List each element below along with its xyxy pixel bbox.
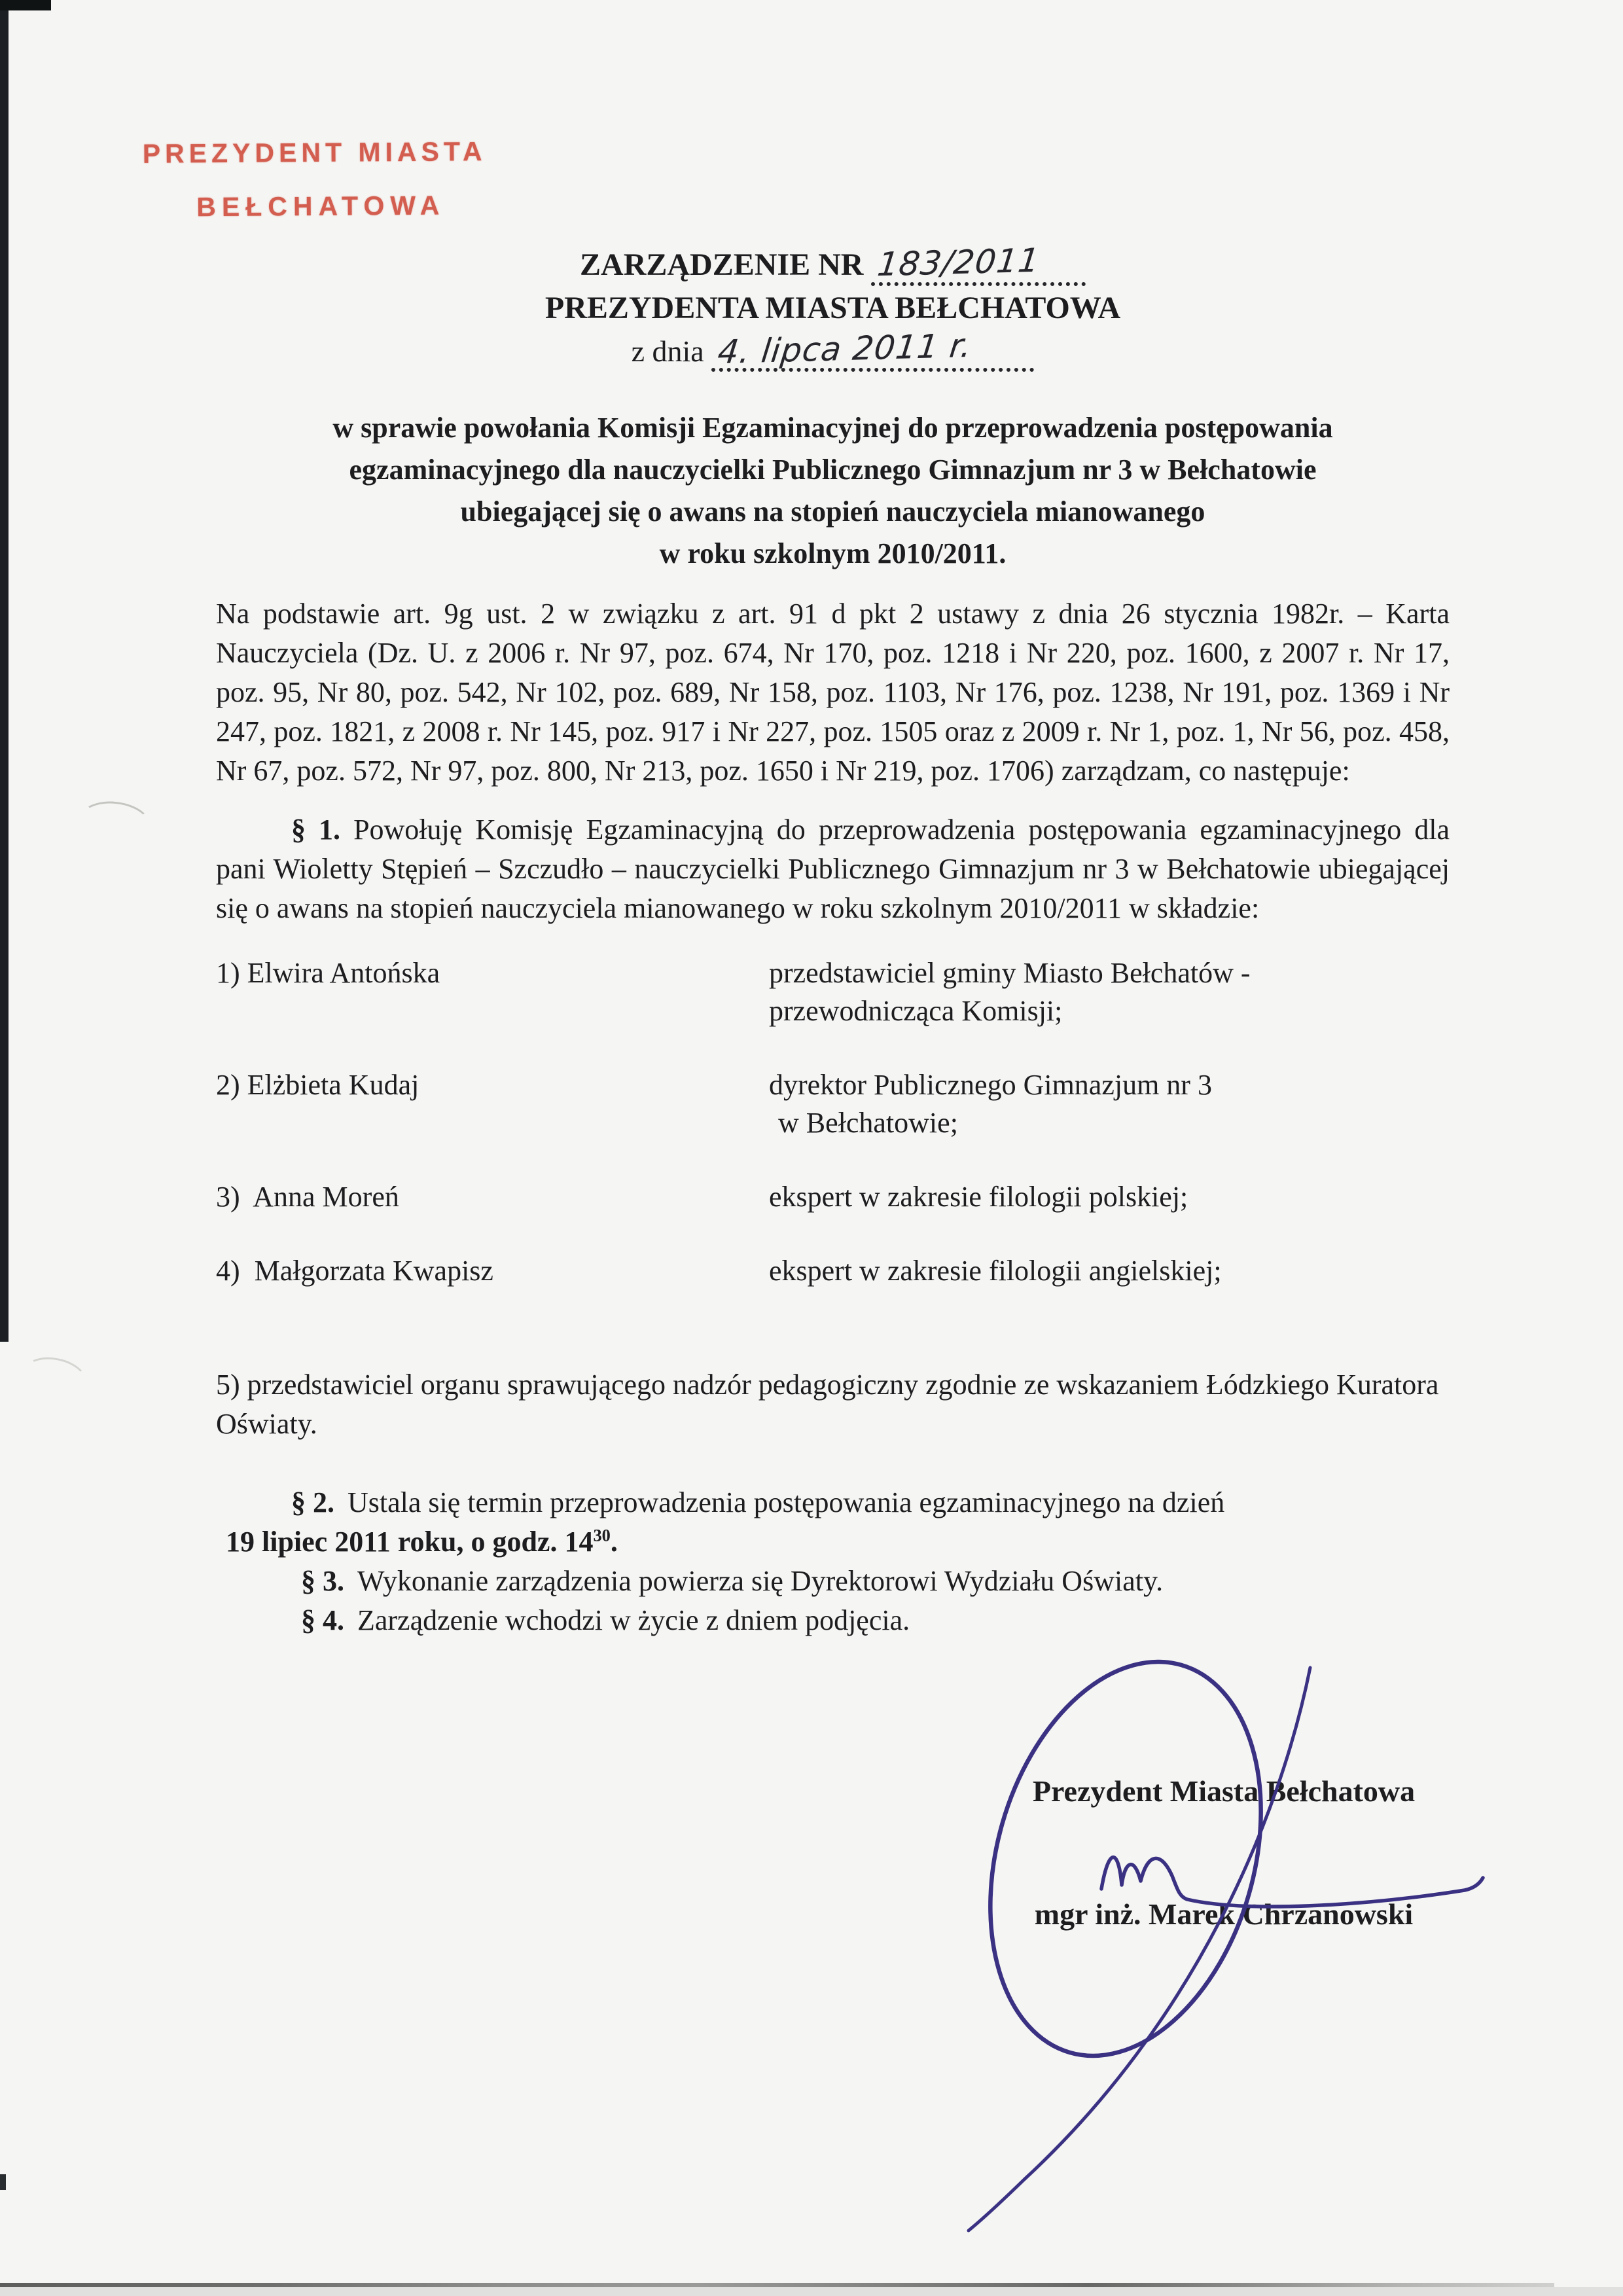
paragraph-2-text: § 2. Ustala się termin przeprowadzenia postępowania egzaminacyjnego na dzień: [291, 1486, 1225, 1518]
paragraph-1-symbol: § 1.: [291, 814, 341, 846]
member-name: 3) Anna Moreń: [216, 1181, 399, 1213]
member-name: 4) Małgorzata Kwapisz: [216, 1255, 493, 1287]
paper-curl-mark: [20, 1352, 90, 1402]
superscript-30: 30: [593, 1525, 611, 1545]
date-dotted-line: [711, 326, 1034, 372]
commission-member-row-3: [216, 1178, 1450, 1216]
subject-line: egzaminacyjnego dla nauczycielki Publicznego Gimnazjum nr 3 w Bełchatowie: [349, 454, 1317, 486]
member-role: przedstawiciel gminy Miasto Bełchatów - przewodnicząca Komisji;: [769, 957, 1251, 1027]
ordinance-date-line: [216, 326, 1450, 373]
paragraph-3-text: Wykonanie zarządzenia powierza się Dyrektorowi Wydziału Oświaty.: [357, 1565, 1164, 1597]
paragraph-1-text: Powołuję Komisję Egzaminacyjną do przeprowadzenia postępowania egzaminacyjnego dla pani Wioletty Stępień – Szczudło – nauczycielki Publicznego Gimnazjum nr 3 w Bełchatowie ubiegającej się o awans na stopień nauczyciela mianowanego w roku szkolnym 2010/2011 w składzie:: [216, 814, 1450, 924]
date-label: z dnia: [631, 334, 704, 368]
member-role: dyrektor Publicznego Gimnazjum nr 3 w Bełchatowie;: [769, 1069, 1212, 1139]
ordinance-title-line-2: PREZYDENTA MIASTA BEŁCHATOWA: [544, 291, 1121, 325]
document-body: [216, 243, 1450, 1640]
scan-edge-strip-foot: [0, 2174, 6, 2190]
subject-line: ubiegającej się o awans na stopień nauczyciela mianowanego: [460, 495, 1205, 528]
scan-edge-strip: [0, 0, 9, 1342]
member-name: 1) Elwira Antońska: [216, 957, 440, 989]
ordinance-title-text: ZARZĄDZENIE NR: [580, 247, 864, 282]
paragraph-3: [216, 1562, 1450, 1601]
member-name: 2) Elżbieta Kudaj: [216, 1069, 419, 1101]
stamp-line-1: PREZYDENT MIASTA: [142, 136, 487, 169]
commission-member-row-2: [216, 1066, 1450, 1142]
subject-line: w roku szkolnym 2010/2011.: [659, 537, 1007, 569]
paragraph-4-symbol: § 4.: [301, 1604, 344, 1636]
signature-title: Prezydent Miasta Bełchatowa: [1032, 1774, 1416, 1808]
commission-member-row-1: [216, 954, 1450, 1030]
paragraph-3-symbol: § 3.: [301, 1565, 344, 1597]
subject-paragraph: [216, 407, 1450, 575]
scan-edge-corner: [0, 0, 51, 10]
scan-bottom-band: [0, 2287, 1623, 2296]
ordinance-title-line-1: [216, 243, 1450, 287]
signature-name: mgr inż. Marek Chrzanowski: [1034, 1897, 1414, 1931]
commission-member-5: 5) przedstawiciel organu sprawującego nadzór pedagogiczny zgodnie ze wskazaniem Łódzkiego Kuratora Oświaty.: [216, 1369, 1439, 1440]
date-handwritten: 4. lipca 2011 r.: [715, 326, 974, 372]
ordinance-number-handwritten: 183/2011: [876, 241, 1043, 284]
commission-member-row-4: [216, 1252, 1450, 1290]
paragraph-4-text: Zarządzenie wchodzi w życie z dniem podjęcia.: [357, 1604, 910, 1636]
signature-block: [903, 1656, 1544, 2232]
ordinance-number-dotted-line: [871, 241, 1086, 286]
commission-members-list: [216, 954, 1450, 1290]
paragraph-1: [216, 810, 1450, 928]
subject-line: w sprawie powołania Komisji Egzaminacyjnej do przeprowadzenia postępowania: [332, 412, 1333, 444]
paragraph-4: [216, 1601, 1450, 1640]
office-stamp: [142, 124, 487, 234]
paragraph-2-symbol: § 2.: [291, 1486, 334, 1518]
member-role: ekspert w zakresie filologii angielskiej;: [769, 1255, 1222, 1287]
legal-basis-paragraph: Na podstawie art. 9g ust. 2 w związku z art. 91 d pkt 2 ustawy z dnia 26 stycznia 1982r. – Karta Nauczyciela (Dz. U. z 2006 r. Nr 97, poz. 674, Nr 170, poz. 1218 i Nr 220, poz. 1600, z 2007 r. Nr 17, poz. 95, Nr 80, poz. 542, Nr 102, poz. 689, Nr 158, poz. 1103, Nr 176, poz. 1238, Nr 191, poz. 1369 i Nr 247, poz. 1821, z 2008 r. Nr 145, poz. 917 i Nr 227, poz. 1505 oraz z 2009 r. Nr 1, poz. 1, Nr 56, poz. 458, Nr 67, poz. 572, Nr 97, poz. 800, Nr 213, poz. 1650 i Nr 219, poz. 1706) zarządzam, co następuje:: [216, 598, 1450, 787]
paragraph-2-date: 19 lipiec 2011 roku, o godz. $14^{30}$.: [226, 1525, 618, 1558]
paper-curl-mark: [76, 797, 153, 849]
member-role: ekspert w zakresie filologii polskiej;: [769, 1181, 1188, 1213]
handwritten-signature-ink: [903, 1656, 1544, 2232]
paragraph-2: [216, 1483, 1450, 1562]
stamp-line-2: BEŁCHATOWA: [196, 190, 446, 223]
